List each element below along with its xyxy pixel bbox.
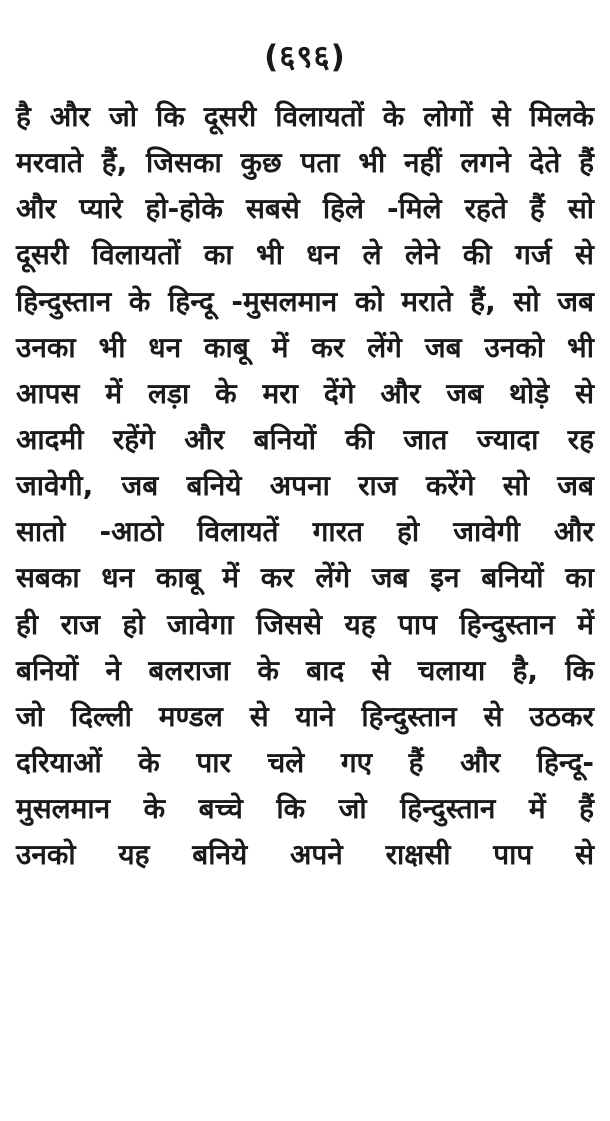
text-line: सातो -आठो विलायतें गारत हो जावेगी और [16, 515, 594, 549]
text-line: दूसरी विलायतों का भी धन ले लेने की गर्ज से [16, 238, 594, 272]
text-line: उनका भी धन काबू में कर लेंगे जब उनको भी [16, 330, 594, 364]
text-line: जो दिल्ली मण्डल से याने हिन्दुस्तान से उठकर [16, 699, 594, 733]
text-line: है और जो कि दूसरी विलायतों के लोगों से मिलके [16, 100, 594, 133]
text-line: बनियों ने बलराजा के बाद से चलाया है, कि [16, 653, 594, 687]
text-line: मरवाते हैं, जिसका कुछ पता भी नहीं लगने देते हैं [16, 146, 594, 180]
text-line: और प्यारे हो-होके सबसे हिले -मिले रहते हैं सो [16, 192, 594, 226]
text-line: दरियाओं के पार चले गए हैं और हिन्दू- [16, 745, 594, 779]
body-text [0, 94, 610, 878]
text-line: आपस में लड़ा के मरा देंगे और जब थोड़े से [16, 376, 594, 410]
text-line: मुसलमान के बच्चे कि जो हिन्दुस्तान में हैं [16, 792, 594, 826]
text-line: ही राज हो जावेगा जिससे यह पाप हिन्दुस्तान में [16, 607, 594, 641]
text-line: जावेगी, जब बनिये अपना राज करेंगे सो जब [16, 469, 594, 503]
page-number: (६९६) [264, 39, 346, 75]
text-line: आदमी रहेंगे और बनियों की जात ज्यादा रह [16, 422, 594, 456]
text-line: हिन्दुस्तान के हिन्दू -मुसलमान को मराते हैं, सो जब [16, 284, 594, 318]
text-line: उनको यह बनिये अपने राक्षसी पाप से [16, 838, 594, 872]
text-line: सबका धन काबू में कर लेंगे जब इन बनियों का [16, 561, 594, 595]
